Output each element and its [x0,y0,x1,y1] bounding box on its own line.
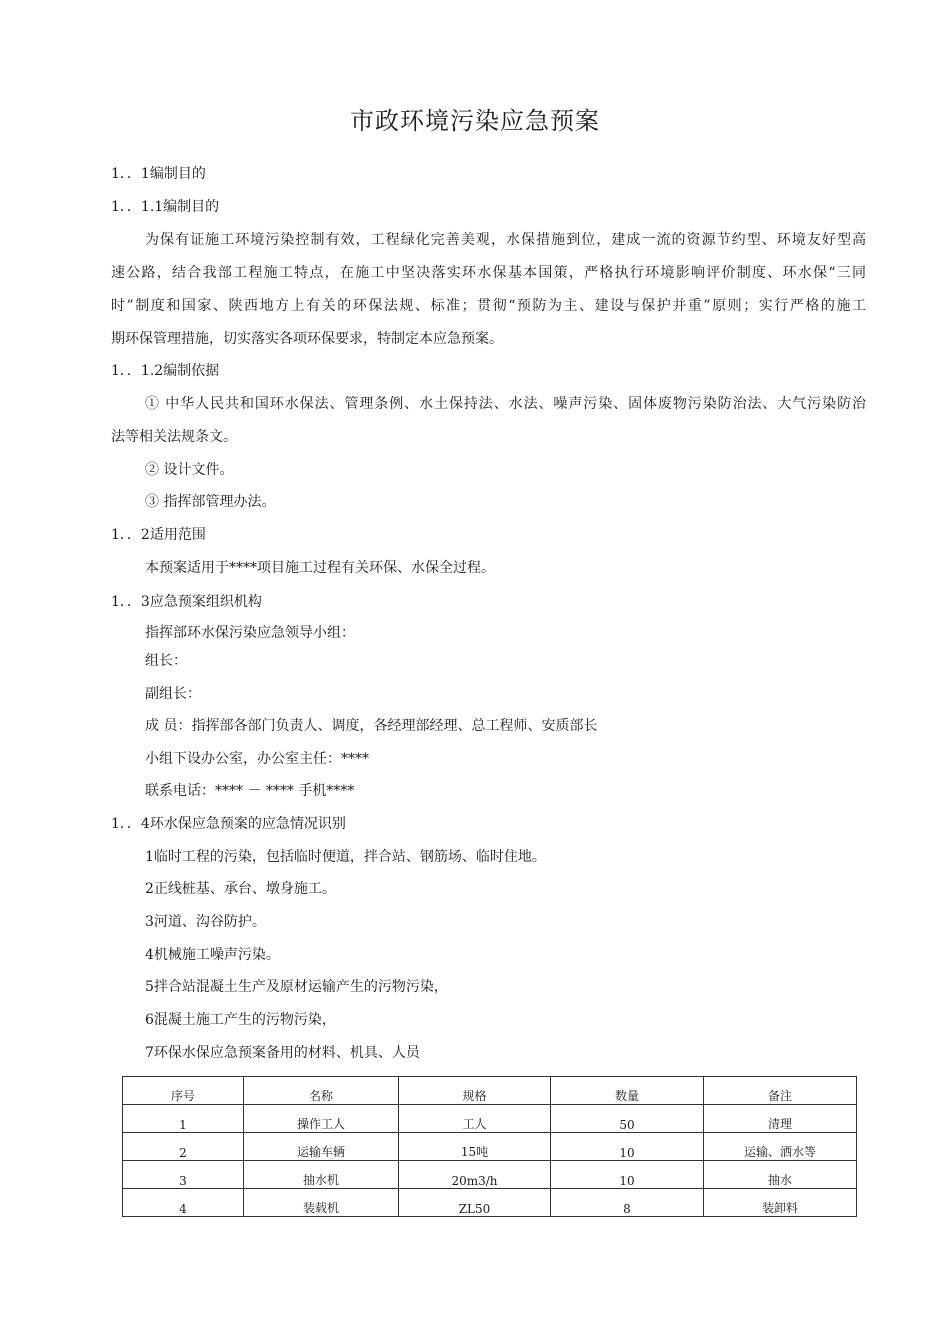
section-heading-1-2: 1．．1.2编制依据 [111,363,220,379]
table-row [123,1133,857,1161]
table-cell: 3 [123,1161,244,1189]
purpose-line: 为保有证施工环境污染控制有效，工程绿化完善美观，水保措施到位，建成一流的资源节约型、环境友好型高 [145,232,866,248]
table-cell: 抽水机 [244,1161,399,1189]
page-title: 市政环境污染应急预案 [350,107,600,135]
list-item: 3河道、沟谷防护。 [145,914,266,930]
table-cell: 8 [551,1189,704,1217]
table-row [123,1161,857,1189]
basis-line: 法等相关法规条文。 [111,429,237,445]
table-cell: 操作工人 [244,1105,399,1133]
table-cell: 20m3/h [399,1161,551,1189]
section-heading-4: 1．．4环水保应急预案的应急情况识别 [111,816,346,832]
table-row [123,1189,857,1217]
org-line: 成 员：指挥部各部门负责人、调度，各经理部经理、总工程师、安质部长 [145,718,598,734]
table-cell: 15吨 [399,1133,551,1161]
table-cell: 4 [123,1189,244,1217]
list-item: 1临时工程的污染，包括临时便道，拌合站、钢筋场、临时住地。 [145,849,546,865]
table-cell: 清理 [704,1105,857,1133]
table-header-cell: 数量 [551,1077,704,1105]
org-line: 组长： [145,653,187,669]
table-header-cell: 备注 [704,1077,857,1105]
basis-line: ① 中华人民共和国环水保法、管理条例、水土保持法、水法、噪声污染、固体废物污染防治法、大气污染防治 [145,396,866,412]
table-cell: 1 [123,1105,244,1133]
list-item: 4机械施工噪声污染。 [145,947,280,963]
section-heading-2: 1．．2适用范围 [111,527,206,543]
table-cell: 抽水 [704,1161,857,1189]
table-cell: 50 [551,1105,704,1133]
scope-text: 本预案适用于****项目施工过程有关环保、水保全过程。 [145,560,495,576]
purpose-line: 时”制度和国家、陕西地方上有关的环保法规、标准；贯彻“预防为主、建设与保护并重”原则；实行严格的施工 [111,298,866,314]
table-header-cell: 规格 [399,1077,551,1105]
list-item: 6混凝土施工产生的污物污染， [145,1012,336,1028]
org-line: 小组下设办公室，办公室主任：**** [145,751,369,767]
section-heading-1: 1．．1编制目的 [111,166,206,182]
table-header-cell: 名称 [244,1077,399,1105]
section-heading-3: 1．．3应急预案组织机构 [111,594,262,610]
purpose-line: 速公路，结合我部工程施工特点，在施工中坚决落实环水保基本国策，严格执行环境影响评价制度、环水保“三同 [111,265,866,281]
table-cell: ZL50 [399,1189,551,1217]
table-cell: 运输车辆 [244,1133,399,1161]
table-cell: 2 [123,1133,244,1161]
purpose-line: 期环保管理措施，切实落实各项环保要求，特制定本应急预案。 [111,331,503,347]
org-line: 指挥部环水保污染应急领导小组： [145,625,355,641]
list-item: 7环保水保应急预案备用的材料、机具、人员 [145,1045,420,1061]
org-line: 联系电话：**** － **** 手机**** [145,783,355,799]
table-cell: 运输、洒水等 [704,1133,857,1161]
basis-line: ③ 指挥部管理办法。 [145,494,276,510]
resource-table [122,1076,857,1217]
table-cell: 工人 [399,1105,551,1133]
table-cell: 10 [551,1133,704,1161]
table-cell: 装载机 [244,1189,399,1217]
table-row [123,1105,857,1133]
table-cell: 10 [551,1161,704,1189]
list-item: 5拌合站混凝土生产及原材运输产生的污物污染， [145,979,448,995]
list-item: 2正线桩基、承台、墩身施工。 [145,881,336,897]
section-heading-1-1: 1．．1.1编制目的 [111,199,220,215]
org-line: 副组长： [145,686,201,702]
table-header-row [123,1077,857,1105]
basis-line: ② 设计文件。 [145,462,234,478]
table-cell: 装卸料 [704,1189,857,1217]
table-header-cell: 序号 [123,1077,244,1105]
